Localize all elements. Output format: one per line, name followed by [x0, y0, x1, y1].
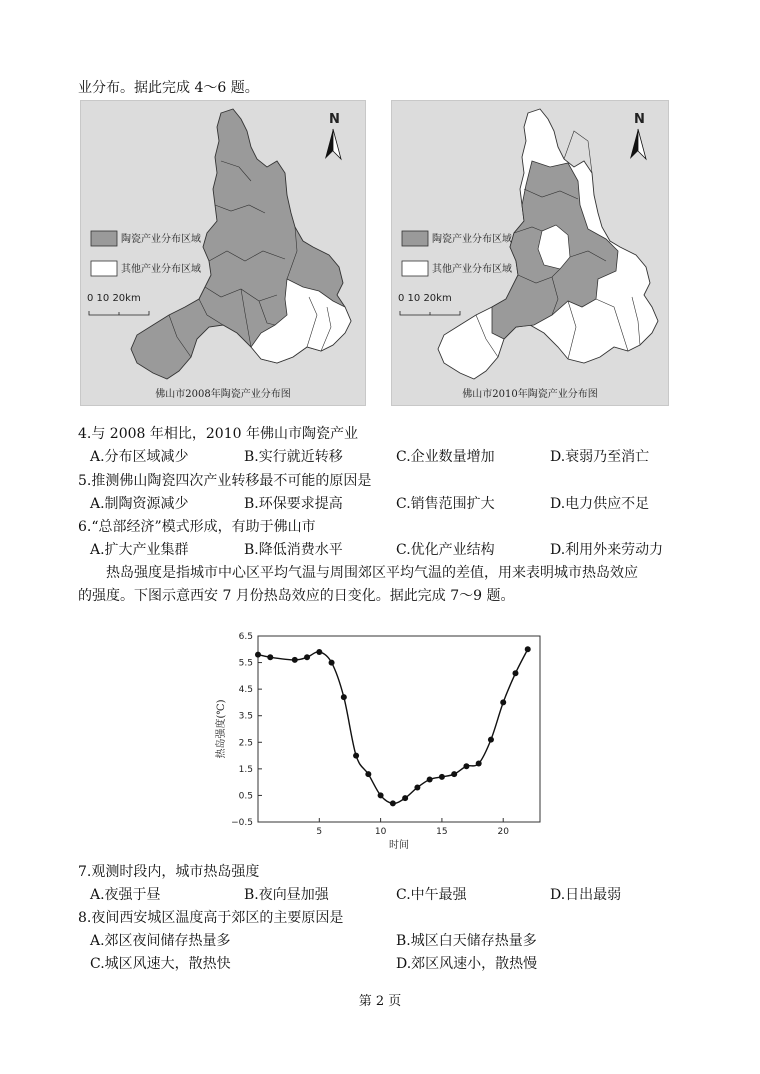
- data-point: [402, 795, 408, 801]
- x-tick-label: 20: [497, 827, 509, 837]
- data-point: [304, 654, 310, 660]
- option-c: C.销售范围扩大: [396, 496, 495, 512]
- data-point: [512, 670, 518, 676]
- legend-ceramic-label: 陶瓷产业分布区域: [432, 234, 512, 245]
- data-point: [341, 694, 347, 700]
- north-arrow-icon: [325, 129, 333, 159]
- map-2008: [80, 100, 366, 406]
- option-a: A.扩大产业集群: [90, 542, 189, 558]
- north-label: N: [634, 112, 645, 127]
- x-tick-label: 5: [316, 827, 323, 837]
- map-caption: 佛山市2010年陶瓷产业分布图: [462, 389, 598, 400]
- scale-bar: [400, 311, 460, 315]
- question-7-options: [90, 885, 710, 905]
- data-point: [292, 657, 298, 663]
- y-tick-label: 0.5: [238, 791, 253, 802]
- heat-island-chart: [200, 626, 560, 850]
- y-tick-label: 5.5: [238, 658, 253, 669]
- y-tick-label: 6.5: [238, 632, 253, 642]
- legend-ceramic-swatch: [402, 231, 428, 246]
- option-c: C.优化产业结构: [396, 542, 495, 558]
- data-point: [267, 654, 273, 660]
- question-6-stem: 6.“总部经济”模式形成，有助于佛山市: [78, 519, 316, 535]
- question-4-options: [90, 447, 710, 467]
- question-6-options: [90, 540, 710, 560]
- option-d: D.郊区风速小，散热慢: [396, 956, 538, 972]
- data-point: [390, 800, 396, 806]
- option-b: B.夜向昼加强: [244, 887, 329, 903]
- data-point: [451, 771, 457, 777]
- option-c: C.企业数量增加: [396, 449, 495, 465]
- legend-other-swatch: [91, 261, 117, 276]
- paragraph-line-2: 的强度。下图示意西安 7 月份热岛效应的日变化。据此完成 7～9 题。: [78, 588, 515, 604]
- plot-frame: [258, 636, 540, 822]
- question-8-stem: 8.夜间西安城区温度高于郊区的主要原因是: [78, 910, 344, 926]
- x-tick-label: 10: [374, 827, 387, 837]
- question-4-stem: 4.与 2008 年相比，2010 年佛山市陶瓷产业: [78, 426, 358, 442]
- legend-ceramic-label: 陶瓷产业分布区域: [121, 234, 201, 245]
- paragraph-line-1: 热岛强度是指城市中心区平均气温与周围郊区平均气温的差值，用来表明城市热岛效应: [106, 565, 638, 581]
- question-5-stem: 5.推测佛山陶瓷四次产业转移最不可能的原因是: [78, 473, 372, 489]
- option-b: B.实行就近转移: [244, 449, 343, 465]
- north-label: N: [329, 112, 340, 127]
- y-tick-label: 1.5: [238, 764, 253, 775]
- chart-svg: [200, 626, 560, 850]
- intro-text: 业分布。据此完成 4～6 题。: [78, 80, 259, 96]
- data-point: [316, 649, 322, 655]
- y-axis-label: 热岛强度(℃): [216, 699, 227, 759]
- scale-bar: [89, 311, 149, 315]
- data-point: [439, 774, 445, 780]
- y-tick-label: −0.5: [231, 818, 253, 828]
- option-b: B.城区白天储存热量多: [396, 933, 537, 949]
- question-5-options: [90, 494, 710, 514]
- data-point: [414, 784, 420, 790]
- map-caption: 佛山市2008年陶瓷产业分布图: [155, 389, 291, 400]
- series-line: [258, 649, 528, 803]
- legend-ceramic-swatch: [91, 231, 117, 246]
- legend-other-label: 其他产业分布区域: [432, 264, 512, 275]
- option-b: B.降低消费水平: [244, 542, 343, 558]
- map-2010: [391, 100, 669, 406]
- data-point: [427, 776, 433, 782]
- data-point: [365, 771, 371, 777]
- data-point: [525, 646, 531, 652]
- x-axis-label: 时间: [389, 840, 409, 850]
- option-c: C.城区风速大，散热快: [90, 956, 231, 972]
- legend-other-label: 其他产业分布区域: [121, 264, 201, 275]
- question-8-options-row2: [90, 954, 710, 974]
- option-d: D.利用外来劳动力: [550, 542, 664, 558]
- scale-label: 0 10 20km: [87, 293, 141, 304]
- data-point: [488, 737, 494, 743]
- option-d: D.电力供应不足: [550, 496, 650, 512]
- data-point: [463, 763, 469, 769]
- option-a: A.夜强于昼: [90, 887, 161, 903]
- option-d: D.日出最弱: [550, 887, 622, 903]
- legend-other-swatch: [402, 261, 428, 276]
- data-point: [329, 660, 335, 666]
- scale-label: 0 10 20km: [398, 293, 452, 304]
- option-b: B.环保要求提高: [244, 496, 343, 512]
- data-point: [378, 792, 384, 798]
- option-a: A.分布区域减少: [90, 449, 189, 465]
- data-point: [500, 699, 506, 705]
- option-c: C.中午最强: [396, 887, 467, 903]
- question-7-stem: 7.观测时段内，城市热岛强度: [78, 864, 260, 880]
- option-a: A.制陶资源减少: [90, 496, 189, 512]
- north-arrow-icon: [630, 129, 638, 159]
- y-tick-label: 4.5: [238, 685, 253, 696]
- data-point: [476, 761, 482, 767]
- data-point: [255, 652, 261, 658]
- x-tick-label: 15: [436, 827, 448, 837]
- data-point: [353, 753, 359, 759]
- y-tick-label: 2.5: [238, 738, 253, 749]
- option-d: D.衰弱乃至消亡: [550, 449, 650, 465]
- option-a: A.郊区夜间储存热量多: [90, 933, 231, 949]
- y-tick-label: 3.5: [238, 711, 253, 722]
- page-number: 第 2 页: [358, 994, 402, 1009]
- question-8-options-row1: [90, 931, 710, 951]
